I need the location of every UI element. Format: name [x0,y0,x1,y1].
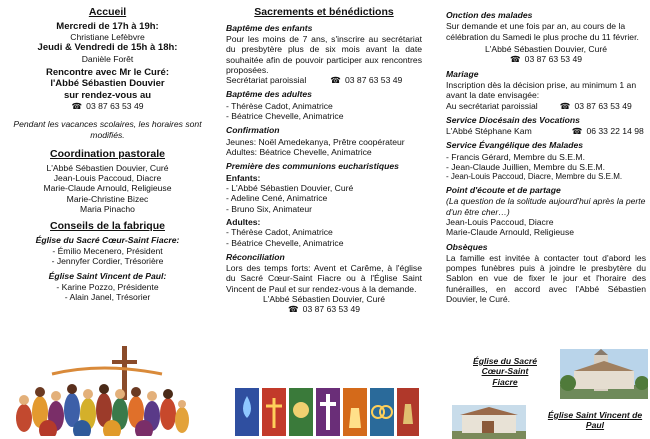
accueil-rdv: sur rendez-vous au [63,89,152,101]
coordination-line: Marie-Christine Bizec [66,193,149,204]
conseils-member: - Alain Janel, Trésorier [64,292,151,303]
column-services [446,4,646,304]
accueil-hours-1: Mercredi de 17h à 19h: [56,20,159,32]
bapteme-enfants-text: Pour les moins de 7 ans, s'inscrire au secrétariat du presbytère plus de six mois avant la date souhaitée afin de pouvoir participer aux rencontres proposées. [226,33,422,75]
bapteme-enfants-secretariat [226,75,422,85]
obseques-text: La famille est invitée à contacter tout d'abord les pompes funèbres puis à joindre le presbytère du Sablon en vue de fixer le jour et l'horaire des funérailles, en accord avec l'Abbé Sébastien Douvier, le Curé. [446,252,646,305]
coordination-line: Jean-Louis Paccoud, Diacre [53,173,162,184]
ecoute-item: Marie-Claude Arnould, Religieuse [446,227,575,238]
mariage-phone: ☎ 03 87 63 53 49 [560,101,632,111]
caption-eglise-1: Église du Sacré Cœur-Saint Fiacre [472,356,537,387]
accueil-note: Pendant les vacances scolaires, les horaires sont modifiés. [13,119,202,140]
mariage-heading: Mariage [446,68,479,79]
coordination-line: Maria Pinacho [80,203,135,214]
confirmation-jeunes: Jeunes: Noël Amedekanya, Prêtre coopérateur [226,136,405,147]
caption-eglise-2: Église Saint Vincent de Paul [547,410,643,431]
onction-abbe: L'Abbé Sébastien Douvier, Curé [484,43,608,54]
premiere-adultes-item: - Thérèse Cadot, Animatrice [226,227,333,238]
coordination-line: Marie-Claude Arnould, Religieuse [43,183,172,194]
mariage-sec-label: Au secrétariat paroissial [446,100,538,111]
onction-text: Sur demande et une fois par an, au cours de la célébration du Samedi le plus proche du 11 février. [446,21,639,42]
bapteme-adultes-item: - Thérèse Cadot, Animatrice [226,100,333,111]
accueil-title: Accueil [88,6,127,18]
sacrements-title: Sacrements et bénédictions [254,6,394,18]
sacrament-symbols [235,388,419,436]
premiere-adultes-label: Adultes: [226,216,261,227]
onction-heading: Onction des malades [446,10,533,20]
accueil-phone: ☎ 03 87 63 53 49 [4,101,211,111]
reconciliation-phone: ☎ 03 87 63 53 49 [226,304,422,314]
onction-phone: ☎ 03 87 63 53 49 [446,54,646,64]
accueil-hours-2: Jeudi & Vendredi de 15h à 18h: [37,42,178,54]
conseils-eglise-2: Église Saint Vincent de Paul: [48,270,167,281]
coordination-line: L'Abbé Sébastien Douvier, Curé [46,162,169,173]
bapteme-enfants-heading: Baptême des enfants [226,22,313,33]
crowd-illustration [12,340,192,436]
mariage-secretariat [446,101,646,111]
premiere-enfants-label: Enfants: [226,172,261,183]
column-accueil [4,4,211,303]
reconciliation-heading: Réconciliation [226,251,285,262]
vocations-name: L'Abbé Stéphane Kam [446,126,532,137]
accueil-rencontre: Rencontre avec Mr le Curé: [45,67,169,78]
ecoute-sub: (La question de la solitude aujourd'hui après la perte d'un être cher…) [446,196,646,217]
conseils-member: - Jennyfer Cordier, Trésorière [51,256,164,267]
conseils-member: - Émilio Mecenero, Président [52,246,163,257]
secretariat-label: Secrétariat paroissial [226,75,307,86]
accueil-person-1: Christiane Lefèbvre [70,31,145,42]
conseils-title: Conseils de la fabrique [50,220,165,233]
obseques-heading: Obsèques [446,241,488,252]
confirmation-adultes: Adultes: Béatrice Chevelle, Animatrice [226,147,372,158]
ecoute-heading: Point d'écoute et de partage [446,184,561,195]
coordination-title: Coordination pastorale [50,148,165,161]
confirmation-heading: Confirmation [226,125,280,136]
conseils-member: - Karine Pozzo, Présidente [56,282,159,293]
accueil-abbe: l'Abbé Sébastien Douvier [50,78,165,90]
evangelique-item: - Jean-Claude Juillien, Membre du S.E.M. [446,162,606,173]
phone-icon-text: ☎ 03 87 63 53 49 [330,75,402,85]
accueil-person-2: Danièle Forêt [81,53,134,64]
reconciliation-text: Lors des temps forts: Avent et Carême, à l'église du Sacré Cœur-Saint Fiacre ou à l'Église Saint Vincent de Paul et sur rendez-vous à la demande. [226,263,422,294]
premiere-enfants-item: - L'Abbé Sébastien Douvier, Curé [226,182,354,193]
column-sacrements [226,4,422,315]
vocations-heading: Service Diocésain des Vocations [446,114,580,125]
reconciliation-abbe: L'Abbé Sébastien Douvier, Curé [262,294,386,305]
evangelique-item: - Jean-Louis Paccoud, Diacre, Membre du S.E.M. [446,172,623,182]
premiere-communion-heading: Première des communions eucharistiques [226,161,399,172]
evangelique-item: - Francis Gérard, Membre du S.E.M. [446,151,585,162]
bapteme-adultes-heading: Baptême des adultes [226,89,312,100]
premiere-enfants-item: - Bruno Six, Animateur [226,203,312,214]
church-photo-saint-vincent [452,405,526,439]
vocations-phone: ☎ 06 33 22 14 98 [572,126,644,136]
ecoute-item: Jean-Louis Paccoud, Diacre [446,216,554,227]
conseils-eglise-1: Église du Sacré Cœur-Saint Fiacre: [35,234,180,245]
premiere-adultes-item: - Béatrice Chevelle, Animatrice [226,237,344,248]
evangelique-heading: Service Évangélique des Malades [446,140,584,151]
mariage-text: Inscription dès la décision prise, au minimum 1 an avant la date envisagée: [446,79,637,101]
bapteme-adultes-item: - Béatrice Chevelle, Animatrice [226,111,344,122]
vocations-line [446,126,646,136]
premiere-enfants-item: - Adeline Cené, Animatrice [226,193,328,204]
church-photo-sacre-coeur [560,349,648,399]
